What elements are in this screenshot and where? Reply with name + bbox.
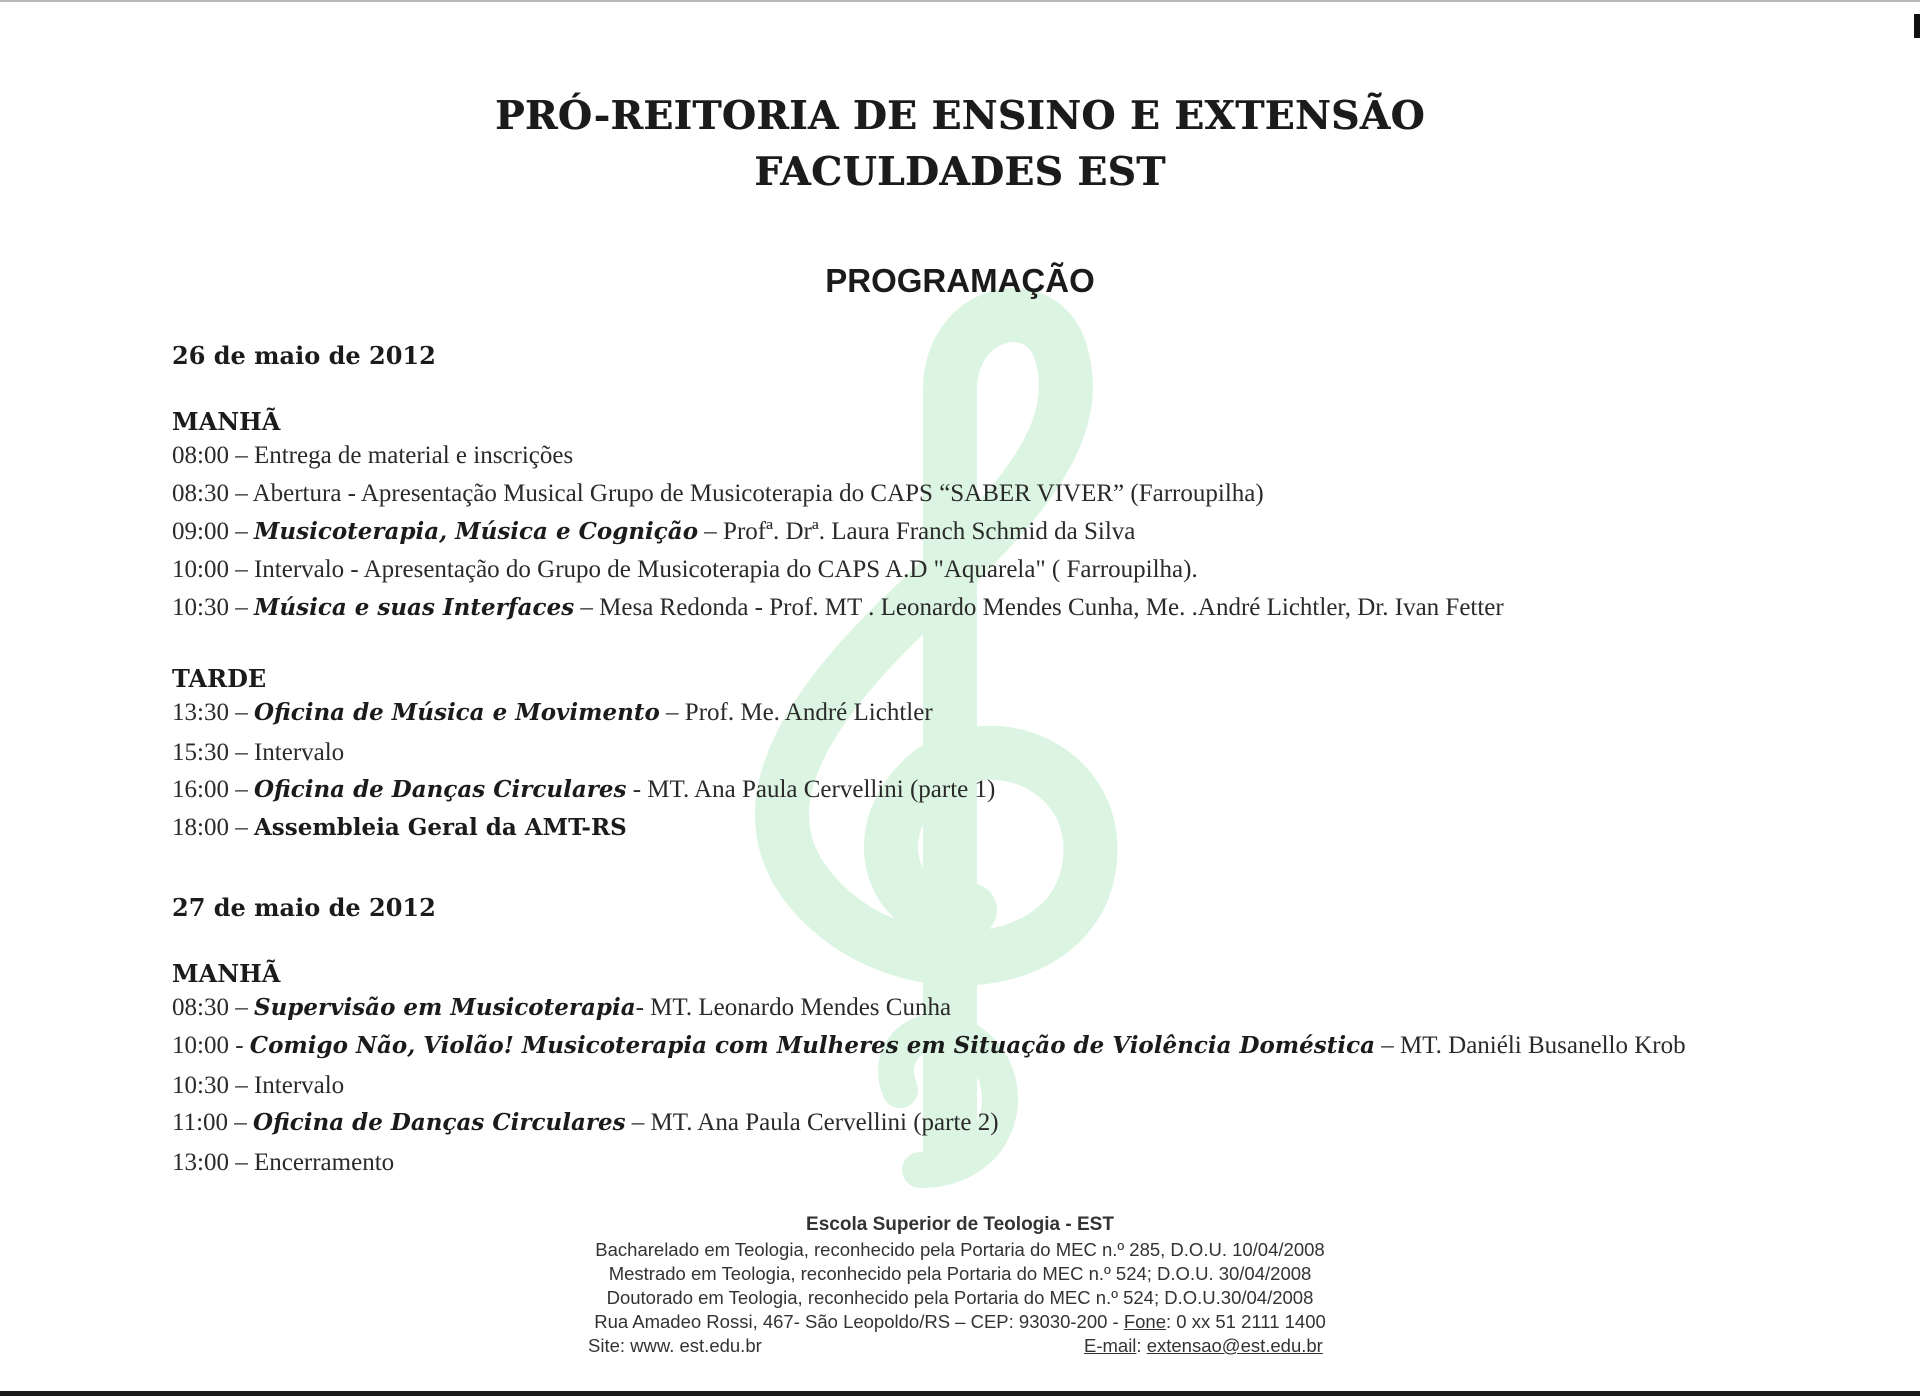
- schedule-item: [172, 814, 627, 842]
- item-title: Assembleia Geral da AMT-RS: [253, 814, 627, 841]
- item-time: 10:30 –: [172, 594, 254, 621]
- phone-label: Fone: [1123, 1311, 1167, 1332]
- item-speaker: – MT. Daniéli Busanello Krob: [1375, 1032, 1686, 1059]
- footer-title: Escola Superior de Teologia - EST: [806, 1214, 1114, 1235]
- address-text: Rua Amadeo Rossi, 467- São Leopoldo/RS – CEP: 93030-200 -: [594, 1311, 1124, 1332]
- item-title: Supervisão em Musicoterapia: [253, 994, 636, 1021]
- item-title: Oficina de Música e Movimento: [253, 699, 660, 726]
- schedule-item: [172, 1032, 1686, 1060]
- schedule-item: [172, 776, 995, 804]
- item-title: Música e suas Interfaces: [253, 594, 575, 621]
- item-time: 16:00 –: [172, 776, 254, 803]
- item-time: 10:00 -: [172, 1032, 250, 1059]
- header-line-2: FACULDADES EST: [754, 149, 1166, 195]
- schedule-item: [172, 1149, 394, 1177]
- schedule-item: [172, 518, 1135, 546]
- institution-footer: [0, 1212, 1920, 1358]
- item-text: 10:00 – Intervalo - Apresentação do Grupo de Musicoterapia do CAPS A.D "Aquarela" ( Farroupilha).: [172, 556, 1198, 583]
- schedule-item: [172, 1072, 344, 1100]
- scan-edge-bottom: [0, 1391, 1920, 1396]
- email-label: E-mail: [1084, 1335, 1137, 1356]
- email-link[interactable]: extensao@est.edu.br: [1146, 1335, 1323, 1356]
- schedule-item: [172, 594, 1504, 622]
- item-speaker: - MT. Ana Paula Cervellini (parte 1): [626, 776, 996, 803]
- document-header: [0, 88, 1920, 200]
- email-sep: :: [1136, 1335, 1147, 1356]
- item-speaker: – MT. Ana Paula Cervellini (parte 2): [625, 1109, 999, 1136]
- item-speaker: - MT. Leonardo Mendes Cunha: [635, 994, 952, 1021]
- schedule-item: [172, 1109, 999, 1137]
- header-line-1: PRÓ-REITORIA DE ENSINO E EXTENSÃO: [495, 93, 1425, 139]
- item-time: 11:00 –: [172, 1109, 254, 1136]
- item-time: 08:30 –: [172, 994, 254, 1021]
- item-text: 08:30 – Abertura - Apresentação Musical Grupo de Musicoterapia do CAPS “SABER VIVER” (Farroupilha): [172, 480, 1264, 507]
- item-time: 13:30 –: [172, 699, 254, 726]
- item-title: Oficina de Danças Circulares: [253, 1109, 626, 1136]
- footer-line: Bacharelado em Teologia, reconhecido pela Portaria do MEC n.º 285, D.O.U. 10/04/2008: [595, 1239, 1325, 1260]
- item-time: 09:00 –: [172, 518, 254, 545]
- item-title: Comigo Não, Violão! Musicoterapia com Mulheres em Situação de Violência Doméstica: [249, 1032, 1375, 1059]
- scan-edge-mark: [1914, 14, 1920, 38]
- item-time: 18:00 –: [172, 814, 254, 841]
- schedule-item: [172, 699, 933, 727]
- footer-address: [0, 1310, 1920, 1334]
- schedule-item: [172, 480, 1264, 508]
- day2-date: 27 de maio de 2012: [172, 893, 436, 922]
- schedule-item: [172, 739, 344, 767]
- footer-line: Mestrado em Teologia, reconhecido pela Portaria do MEC n.º 524; D.O.U. 30/04/2008: [608, 1263, 1312, 1284]
- footer-contact-row: [0, 1334, 1920, 1358]
- email-group: [1084, 1334, 1323, 1358]
- phone-value: : 0 xx 51 2111 1400: [1166, 1311, 1326, 1332]
- schedule-item: [172, 442, 573, 470]
- footer-line: Doutorado em Teologia, reconhecido pela Portaria do MEC n.º 524; D.O.U.30/04/2008: [606, 1287, 1314, 1308]
- item-title: Oficina de Danças Circulares: [253, 776, 627, 803]
- schedule-item: [172, 994, 951, 1022]
- item-text: 08:00 – Entrega de material e inscrições: [172, 442, 574, 469]
- item-text: 10:30 – Intervalo: [172, 1072, 345, 1099]
- item-text: 13:00 – Encerramento: [172, 1149, 395, 1176]
- schedule-item: [172, 556, 1198, 584]
- scan-edge-top: [0, 0, 1920, 2]
- item-text: 15:30 – Intervalo: [172, 739, 345, 766]
- item-title: Musicoterapia, Música e Cognição: [253, 518, 699, 545]
- program-title: PROGRAMAÇÃO: [825, 262, 1095, 299]
- day1-afternoon-label: TARDE: [172, 664, 267, 693]
- day1-date: 26 de maio de 2012: [172, 341, 436, 370]
- item-speaker: – Profª. Drª. Laura Franch Schmid da Silva: [698, 518, 1136, 545]
- item-speaker: – Mesa Redonda - Prof. MT . Leonardo Mendes Cunha, Me. .André Lichtler, Dr. Ivan Fetter: [574, 594, 1504, 621]
- day1-morning-label: MANHÃ: [172, 407, 281, 436]
- site-link[interactable]: Site: www. est.edu.br: [588, 1335, 762, 1356]
- day2-morning-label: MANHÃ: [172, 959, 281, 988]
- item-speaker: – Prof. Me. André Lichtler: [659, 699, 933, 726]
